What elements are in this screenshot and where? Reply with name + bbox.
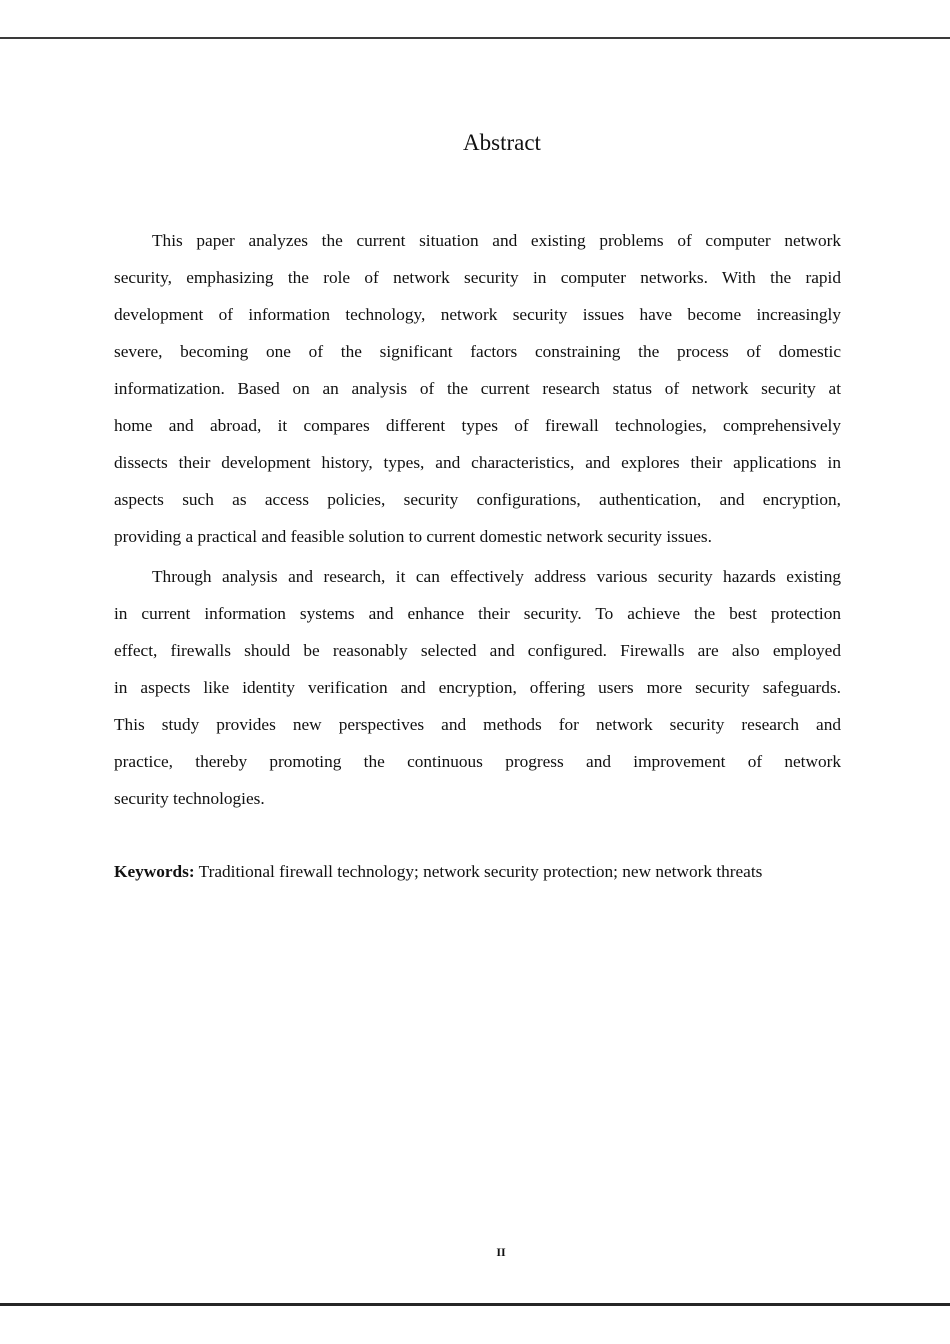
abstract-paragraph: [114, 565, 841, 824]
text-line: severe, becoming one of the significant factors constraining the process of domestic: [114, 342, 841, 361]
text-line: practice, thereby promoting the continuous progress and improvement of network: [114, 752, 841, 771]
header-rule: [0, 37, 950, 39]
text-line: informatization. Based on an analysis of the current research status of network security at: [114, 379, 841, 398]
text-line: development of information technology, network security issues have become increasingly: [114, 305, 841, 324]
text-line: dissects their development history, types, and characteristics, and explores their applications in: [114, 453, 841, 472]
keywords-label: Keywords:: [114, 862, 195, 881]
abstract-paragraph: [114, 229, 841, 562]
text-line: aspects such as access policies, security configurations, authentication, and encryption,: [114, 490, 841, 509]
text-line: effect, firewalls should be reasonably selected and configured. Firewalls are also employed: [114, 641, 841, 660]
keywords: [114, 860, 762, 884]
text-line: security technologies.: [114, 789, 265, 808]
text-line: This paper analyzes the current situation and existing problems of computer network: [152, 231, 841, 250]
text-line: Through analysis and research, it can effectively address various security hazards existing: [152, 567, 841, 586]
footer-rule: [0, 1303, 950, 1306]
text-line: security, emphasizing the role of network security in computer networks. With the rapid: [114, 268, 841, 287]
page-title: Abstract: [463, 130, 541, 155]
page-number: II: [496, 1245, 506, 1259]
keywords-text: Traditional firewall technology; network security protection; new network threats: [194, 862, 763, 881]
text-line: in aspects like identity verification and encryption, offering users more security safeguards.: [114, 678, 841, 697]
abstract-body: [114, 229, 841, 824]
text-line: home and abroad, it compares different types of firewall technologies, comprehensively: [114, 416, 841, 435]
text-line: in current information systems and enhance their security. To achieve the best protection: [114, 604, 841, 623]
text-line: This study provides new perspectives and methods for network security research and: [114, 715, 841, 734]
text-line: providing a practical and feasible solution to current domestic network security issues.: [114, 527, 712, 546]
